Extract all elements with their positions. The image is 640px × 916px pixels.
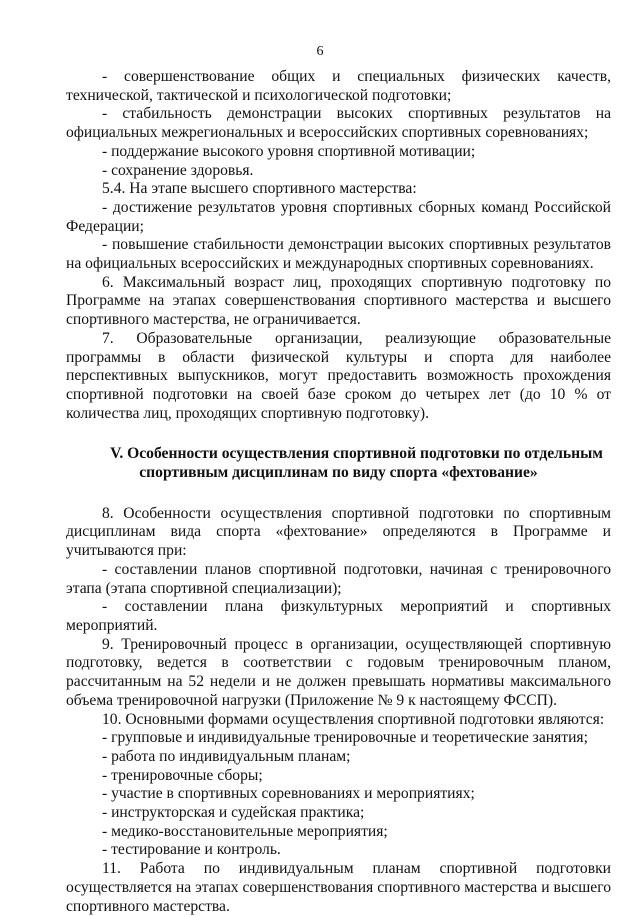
paragraph: - тренировочные сборы; — [102, 766, 263, 784]
section-heading: V. Особенности осуществления спортивной подготовки по отдельным спортивным дисциплинам по виду спорта «фехтование» — [110, 445, 603, 482]
paragraph: 7. Образовательные организации, реализующие образовательные программы в области физической культуры и спорта для наиболее перспективных выпускников, могут предоставить возможность прохождения спортивной подготовки на своей базе сроком до четырех лет (до 10 % от количества лиц, проходящих спортивную подготовку). — [66, 329, 611, 422]
paragraph: - работа по индивидуальным планам; — [102, 747, 351, 765]
paragraph: 8. Особенности осуществления спортивной подготовки по спортивным дисциплинам вида спорта «фехтование» определяются в Программе и учитываются при: — [66, 504, 611, 560]
paragraph: 11. Работа по индивидуальным планам спортивной подготовки осуществляется на этапах совершенствования спортивного мастерства и высшего спортивного мастерства. — [66, 860, 611, 915]
page-number: 6 — [316, 44, 324, 59]
paragraph: - достижение результатов уровня спортивных сборных команд Российской Федерации; — [66, 198, 611, 235]
paragraph: - стабильность демонстрации высоких спортивных результатов на официальных межрегиональных и всероссийских спортивных соревнованиях; — [66, 105, 611, 142]
paragraph: 5.4. На этапе высшего спортивного мастерства: — [102, 180, 417, 198]
paragraph: - медико-восстановительные мероприятия; — [102, 822, 388, 840]
paragraph: 9. Тренировочный процесс в организации, осуществляющей спортивную подготовку, ведется в соответствии с годовым тренировочным планом, рассчитанным на 52 недели и не должен превышать нормативы максимального объема тренировочной нагрузки (Приложение № 9 к настоящему ФССП). — [66, 635, 611, 709]
paragraph: - тестирование и контроль. — [102, 841, 281, 859]
paragraph: - групповые и индивидуальные тренировочные и теоретические занятия; — [102, 729, 588, 747]
paragraph: - инструкторская и судейская практика; — [102, 804, 365, 822]
spacer — [66, 423, 611, 445]
paragraph: 10. Основными формами осуществления спортивной подготовки являются: — [102, 710, 605, 728]
paragraph: - поддержание высокого уровня спортивной мотивации; — [102, 142, 476, 160]
paragraph: 6. Максимальный возраст лиц, проходящих спортивную подготовку по Программе на этапах совершенствования спортивного мастерства и высшего спортивного мастерства, не ограничивается. — [66, 273, 611, 329]
paragraph: - составлении плана физкультурных мероприятий и спортивных мероприятий. — [66, 598, 611, 634]
paragraph: - повышение стабильности демонстрации высоких спортивных результатов на официальных всероссийских и международных спортивных соревнованиях. — [66, 236, 611, 273]
document-body — [66, 68, 611, 916]
paragraph: - совершенствование общих и специальных физических качеств, технической, тактической и психологической подготовки; — [66, 68, 611, 104]
spacer — [66, 483, 611, 505]
paragraph: - участие в спортивных соревнованиях и мероприятиях; — [102, 785, 475, 803]
paragraph: - составлении планов спортивной подготовки, начиная с тренировочного этапа (этапа спортивной специализации); — [66, 560, 611, 597]
paragraph: - сохранение здоровья. — [102, 161, 254, 179]
